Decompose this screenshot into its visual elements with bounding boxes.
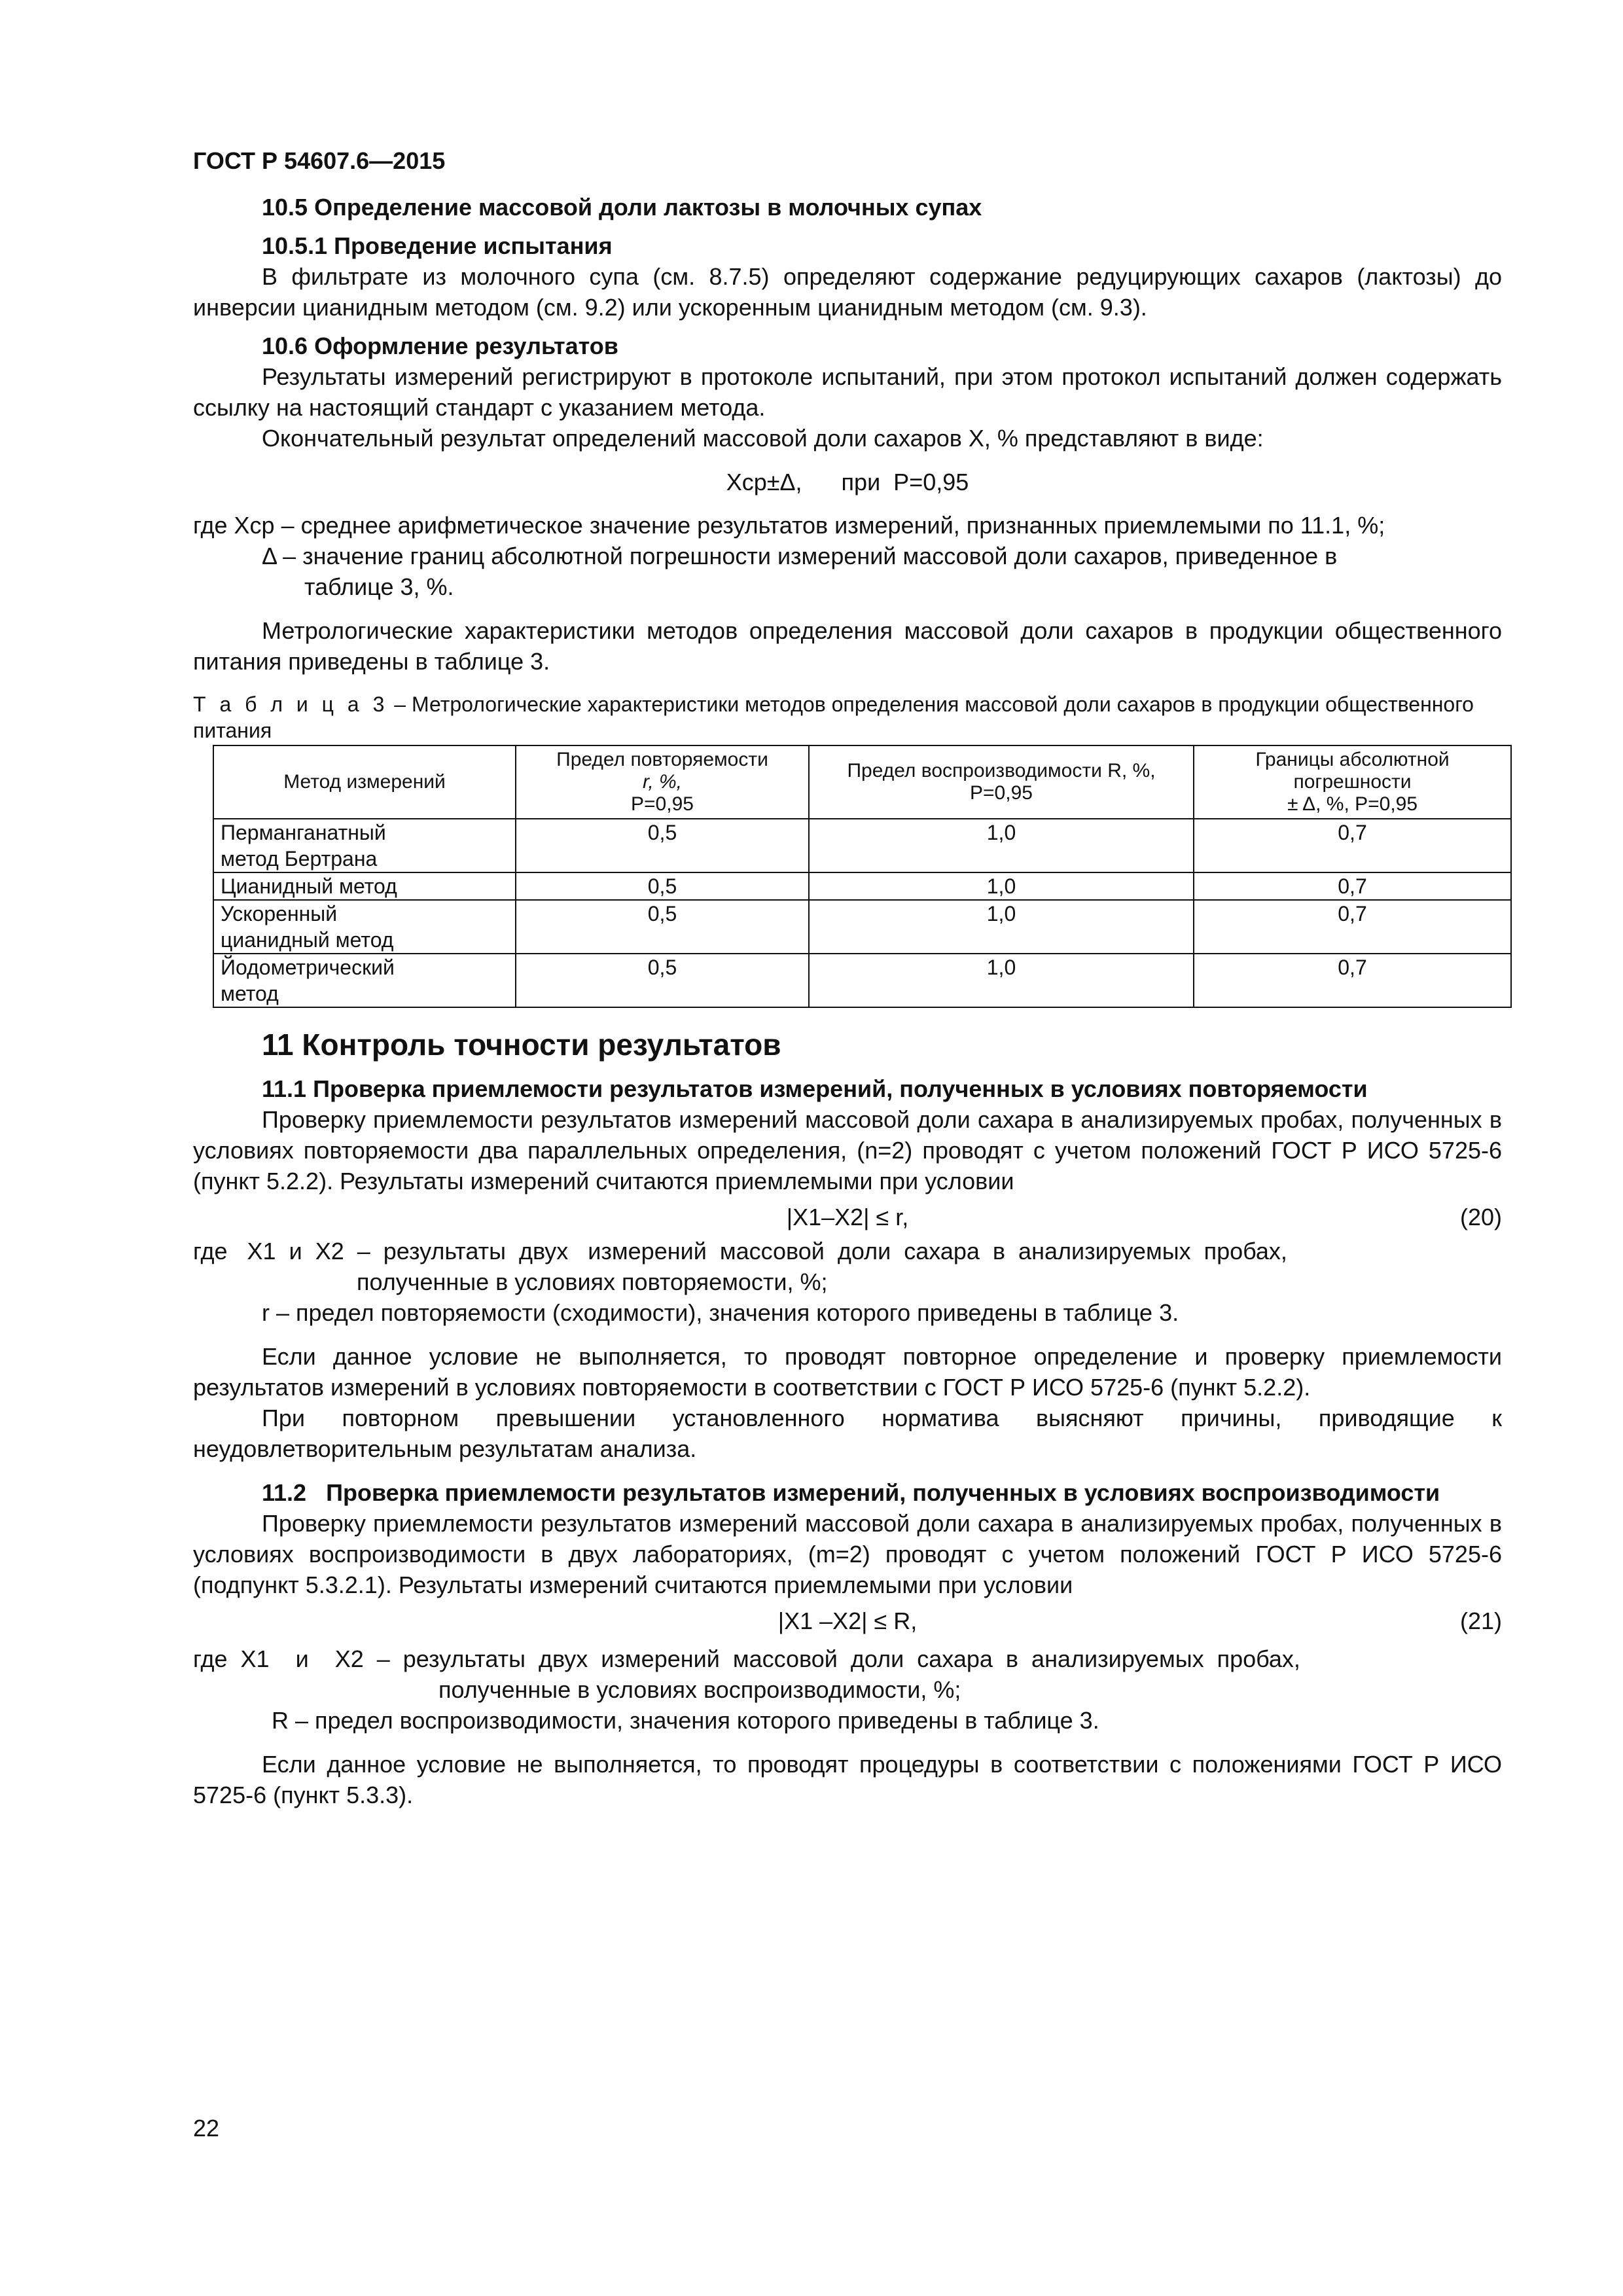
table-3-caption-text: – Метрологические характеристики методов определения массовой доли сахаров в продукции общественного питания	[193, 692, 1474, 742]
section-10-6-title: 10.6 Оформление результатов	[262, 332, 618, 359]
cell-error-bounds: 0,7	[1194, 900, 1511, 954]
cell-error-bounds: 0,7	[1194, 954, 1511, 1007]
cell-reproducibility: 1,0	[809, 819, 1194, 872]
col-header-error-bounds	[1194, 745, 1511, 819]
cell-repeatability: 0,5	[516, 872, 809, 900]
table-row	[213, 819, 1511, 872]
cell-reproducibility: 1,0	[809, 872, 1194, 900]
cell-method-line-2: метод Бертрана	[221, 847, 378, 870]
table-row	[213, 872, 1511, 900]
section-11-2-title: 11.2 Проверка приемлемости результатов измерений, полученных в условиях воспроизводимости	[262, 1479, 1440, 1506]
cell-method-line-1: Ускоренный	[221, 902, 338, 925]
section-11-2-para-2: Если данное условие не выполняется, то проводят процедуры в соответствии с положениями ГОСТ Р ИСО 5725-6 (пункт 5.3.3).	[193, 1751, 1502, 1808]
cell-method	[213, 954, 516, 1007]
cell-method	[213, 819, 516, 872]
cell-error-bounds: 0,7	[1194, 819, 1511, 872]
table-3-label: Т а б л и ц а 3	[193, 692, 389, 716]
section-11-2-para-1: Проверку приемлемости результатов измерений массовой доли сахара в анализируемых пробах, полученных в условиях воспроизводимости в двух лабораториях, (m=2) проводят с учетом положений ГОСТ Р ИСО 5725-6 (подпункт 5.3.2.1). Результаты измерений считаются приемлемыми при условии	[193, 1510, 1502, 1598]
where-delta-definition: Δ – значение границ абсолютной погрешности измерений массовой доли сахаров, приведенное в	[262, 543, 1338, 569]
col-header-repeatability-line-1: Предел повторяемости	[556, 749, 768, 770]
table-3	[213, 745, 1512, 1008]
section-10-6-para-2: Окончательный результат определений массовой доли сахаров X, % представляют в виде:	[262, 425, 1264, 452]
cell-method-line-2: цианидный метод	[221, 928, 394, 952]
formula-21	[193, 1603, 1502, 1637]
col-header-repeatability-line-2: r, %,	[642, 771, 682, 793]
formula-result	[193, 464, 1502, 503]
section-10-5-1-title: 10.5.1 Проведение испытания	[262, 232, 613, 259]
where-delta-definition-cont: таблице 3, %.	[304, 573, 454, 600]
table-row	[213, 954, 1511, 1007]
col-header-repeatability	[516, 745, 809, 819]
page-number: 22	[193, 2115, 220, 2142]
section-11-1-para-2: Если данное условие не выполняется, то проводят повторное определение и проверку приемлемости результатов измерений в условиях повторяемости в соответствии с ГОСТ Р ИСО 5725-6 (пункт 5.2.2).	[193, 1343, 1502, 1401]
cell-repeatability: 0,5	[516, 819, 809, 872]
section-10-6-para-3: Метрологические характеристики методов определения массовой доли сахаров в продукции общественного питания приведены в таблице 3.	[193, 617, 1502, 675]
cell-reproducibility: 1,0	[809, 900, 1194, 954]
cell-method-line-1: Перманганатный	[221, 821, 386, 844]
cell-reproducibility: 1,0	[809, 954, 1194, 1007]
section-10-5-title: 10.5 Определение массовой доли лактозы в молочных супах	[262, 194, 982, 221]
formula-result-text: Xср±Δ, при P=0,95	[726, 469, 969, 495]
formula-21-number: (21)	[1459, 1607, 1502, 1634]
where-20-x-definition-cont: полученные в условиях повторяемости, %;	[357, 1268, 828, 1295]
where-block-result	[193, 510, 1502, 602]
formula-21-text: |X1 –X2| ≤ R,	[777, 1607, 918, 1634]
section-11-1-para-1: Проверку приемлемости результатов измерений массовой доли сахара в анализируемых пробах, полученных в условиях повторяемости два параллельных определения, (n=2) проводят с учетом положений ГОСТ Р ИСО 5725-6 (пункт 5.2.2). Результаты измерений считаются приемлемыми при условии	[193, 1106, 1502, 1194]
where-21-x-definition: где X1 и X2 – результаты двух измерений массовой доли сахара в анализируемых пробах,	[193, 1645, 1300, 1672]
table-row	[213, 900, 1511, 954]
document-page	[193, 145, 1502, 1810]
where-20-r-definition: r – предел повторяемости (сходимости), значения которого приведены в таблице 3.	[262, 1299, 1179, 1326]
cell-method-line-1: Йодометрический	[221, 956, 395, 979]
cell-error-bounds: 0,7	[1194, 872, 1511, 900]
col-header-error-line-1: Границы абсолютной	[1255, 749, 1450, 770]
where-block-20	[193, 1236, 1502, 1328]
col-header-repeatability-line-3: P=0,95	[631, 793, 694, 815]
section-11-title: 11 Контроль точности результатов	[262, 1028, 781, 1062]
section-11-1-para-3: При повторном превышении установленного норматива выясняют причины, приводящие к неудовлетворительным результатам анализа.	[193, 1405, 1502, 1462]
cell-repeatability: 0,5	[516, 900, 809, 954]
where-21-x-definition-cont: полученные в условиях воспроизводимости, %;	[438, 1676, 961, 1703]
formula-20	[193, 1199, 1502, 1233]
where-20-x-definition: где X1 и X2 – результаты двух измерений массовой доли сахара в анализируемых пробах,	[193, 1238, 1287, 1265]
cell-method	[213, 872, 516, 900]
col-header-reproducibility-line-2: P=0,95	[970, 782, 1033, 804]
cell-method	[213, 900, 516, 954]
formula-20-text: |X1–X2| ≤ r,	[786, 1204, 909, 1230]
where-block-21	[193, 1643, 1502, 1736]
section-11-1-title: 11.1 Проверка приемлемости результатов измерений, полученных в условиях повторяемости	[262, 1075, 1368, 1102]
document-id: ГОСТ Р 54607.6—2015	[193, 147, 446, 174]
cell-repeatability: 0,5	[516, 954, 809, 1007]
cell-method-line-2: метод	[221, 982, 279, 1005]
where-21-r-definition: R – предел воспроизводимости, значения которого приведены в таблице 3.	[272, 1707, 1099, 1734]
col-header-reproducibility-line-1: Предел воспроизводимости R, %,	[847, 760, 1156, 781]
col-header-error-line-3: ± Δ, %, P=0,95	[1287, 793, 1418, 815]
section-10-5-1-text: В фильтрате из молочного супа (см. 8.7.5) определяют содержание редуцирующих сахаров (лактозы) до инверсии цианидным методом (см. 9.2) или ускоренным цианидным методом (см. 9.3).	[193, 263, 1502, 321]
formula-20-number: (20)	[1459, 1204, 1502, 1230]
section-10-6-para-1: Результаты измерений регистрируют в протоколе испытаний, при этом протокол испытаний должен содержать ссылку на настоящий стандарт с указанием метода.	[193, 363, 1502, 421]
table-header-row	[213, 745, 1511, 819]
col-header-error-line-2: погрешности	[1293, 771, 1412, 793]
cell-method-line-1: Цианидный метод	[221, 874, 397, 898]
col-header-reproducibility	[809, 745, 1194, 819]
where-xcp-definition: где Xср – среднее арифметическое значение результатов измерений, признанных приемлемыми по 11.1, %;	[193, 512, 1385, 539]
table-3-caption	[193, 691, 1502, 744]
col-header-method: Метод измерений	[213, 745, 516, 819]
